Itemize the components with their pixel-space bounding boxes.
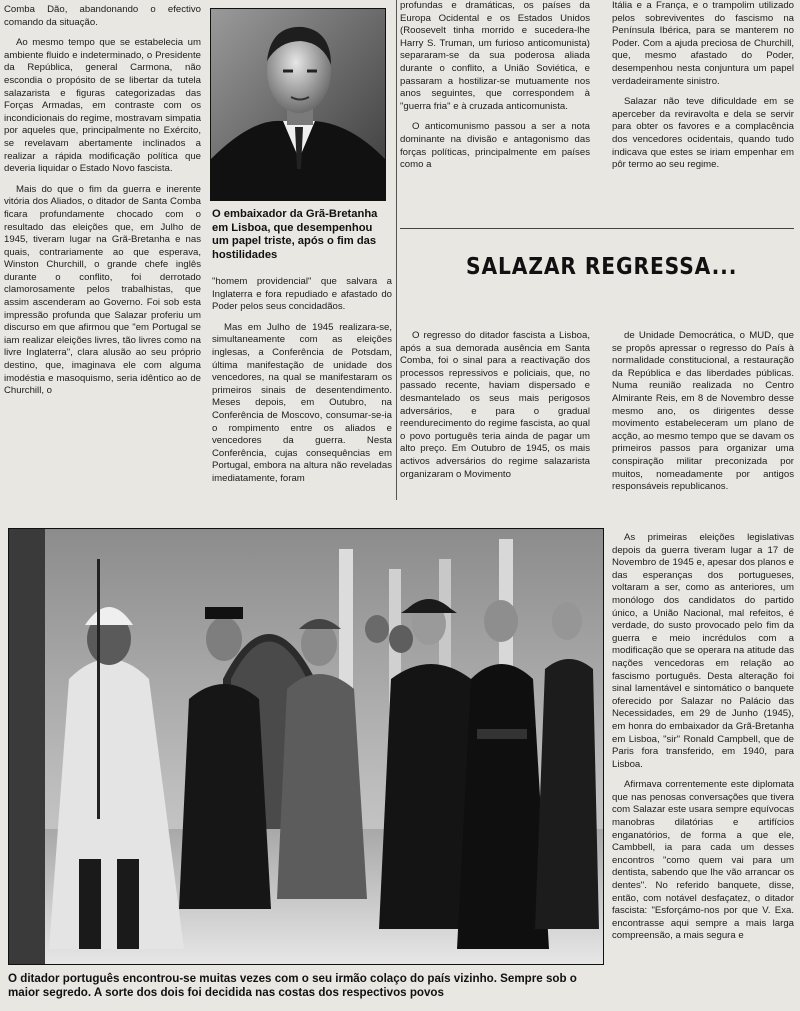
column-3-middle <box>400 330 590 505</box>
column-4-middle <box>612 330 794 520</box>
paragraph: Mas em Julho de 1945 realizara-se, simultaneamente com as eleições inglesas, a Conferência de Potsdam, última manifestação de unidade dos vencedores, na qual se manifestaram os primeiros sinais de desentendimento. Meses depois, em Outubro, na Conferência de Moscovo, consumar-se-ia o rompimento entre os aliados e vencedores da guerra. Nesta Conferência, cujas consequências em Portugal, embora na altura não reveladas imediatamente, foram <box>212 321 392 484</box>
column-4-bottom <box>612 532 794 1011</box>
section-rule <box>400 228 794 229</box>
paragraph: As primeiras eleições legislativas depois da guerra tiveram lugar a 17 de Novembro de 1945 e, apesar dos planos e das esperanças dos portugueses, voltaram a ser, como as anteriores, um monólogo dos candidatos do partido único, a União Nacional, mal refeitos, é verdade, do susto provocado pelo fim da guerra e meio incrédulos com a modificação que se operara na atitude das nações vencedoras em relação ao fascismo português. Desta alteração foi sinal lamentável e sintomático o banquete oferecido por Salazar no Palácio das Necessidades, em 29 de Junho (1945), em honra do embaixador da Grã-Bretanha em Lisboa, "sir" Ronald Campbell, que de Paris fora transferido, em 1940, para Lisboa. <box>612 532 794 770</box>
ambassador-photo <box>210 8 386 201</box>
section-headline: SALAZAR REGRESSA... <box>466 254 738 280</box>
paragraph: O regresso do ditador fascista a Lisboa, após a sua demorada ausência em Santa Comba, foi o sinal para a reactivação dos processos repressivos e policiais, que, no passado recente, haviam dispersado e desmantelado os seus mais perigosos adversários, e para o gradual reendurecimento do regime fascista, ao qual o povo português teria ainda de pagar um alto preço. Em Outubro de 1945, os mais activos adversários do regime salazarista organizaram o Movimento <box>400 330 590 480</box>
paragraph: Afirmava correntemente este diplomata que nas penosas conversações que tivera com Salazar este usara sempre equívocas manobras dilatórias e artifícios enganatórios, de forma a que ele, Cambbell, ia para cada um desses encontros "como quem vai para um dentista, sabendo que lhe vão arrancar os dentes". No referido banquete, disse, então, com notável desfaçatez, o ditador fascista: "Esforçámo-nos por que V. Exa. encontrasse aqui sempre a mais larga compreensão, a mais segura e <box>612 779 794 942</box>
paragraph: Salazar não teve dificuldade em se aperceber da reviravolta e dela se servir para obter os favores e a complacência dos vencedores ocidentais, quando tudo indicava que estes se iriam empenhar em pôr termo ao seu regime. <box>612 96 794 171</box>
paragraph: O anticomunismo passou a ser a nota dominante na divisão e antagonismo das forças políticas, principalmente em países como a <box>400 121 590 171</box>
paragraph: Ao mesmo tempo que se estabelecia um ambiente fluido e indeterminado, o Presidente da República, general Carmona, não escondia o propósito de se libertar da tutela salazarista e figuras categorizadas das Forças Armadas, em contraste com os incondicionais do regime, mostravam simpatia por aqueles que, principalmente no Exército, se revelavam abertamente inclinados a realizar a rápida modificação política que deveria liquidar o Estado Novo fascista. <box>4 37 201 175</box>
column-3-top <box>400 0 590 215</box>
paragraph: Itália e a França, e o trampolim utilizado pelos sobreviventes do fascismo na Península Ibérica, para se manterem no Poder. Com a ajuda preciosa de Churchill, que, mesmo afastado do Poder, desempenhou nesta conjuntura um papel verdadeiramente sinistro. <box>612 0 794 87</box>
ambassador-caption: O embaixador da Grã-Bretanha em Lisboa, que desempenhou um papel triste, após o fim das hostilidades <box>212 208 378 261</box>
main-photo <box>8 528 604 965</box>
paragraph: de Unidade Democrática, o MUD, que se propôs apressar o regresso do País à normalidade constitucional, a restauração da República e das liberdades públicas. Numa reunião realizada no Centro Almirante Reis, em 8 de Novembro desse mesmo ano, os dirigentes desse movimento estabeleceram um plano de acção, ao mesmo tempo que se davam os primeiros passos para organizar uma conspiração militar preconizada por muitos, nomeadamente por antigos responsáveis republicanos. <box>612 330 794 493</box>
column-divider <box>396 0 397 500</box>
paragraph: Mais do que o fim da guerra e inerente vitória dos Aliados, o ditador de Santa Comba ficara profundamente chocado com o resultado das eleições que, em Julho de 1945, tiveram lugar na Grã-Bretanha e nas quais, contrariamente ao que esperava, Winston Churchill, o grande chefe inglês durante o conflito, foi derrotado clamorosamente pelos trabalhistas, que assim ascenderam ao Governo. Foi sob esta impressão profunda que Salazar proferiu um discurso em que afirmou que "em Portugal se iam realizar eleições livres, tão livres como na livre Inglaterra", clara alusão ao seu próprio destino, que, imaginava ele com alguma imodéstia e masoquismo, seria idêntico ao de Churchill, o <box>4 183 201 397</box>
paragraph: profundas e dramáticas, os países da Europa Ocidental e os Estados Unidos (Roosevelt tinha morrido e sucedera-lhe Harry S. Truman, um furioso anticomunista) separaram-se da sua poderosa aliada durante o conflito, a União Soviética, e passaram a hostilizar-se mutuamente nos anos seguintes, que correspondem à "guerra fria" e à cruzada anticomunista. <box>400 0 590 112</box>
main-photo-caption: O ditador português encontrou-se muitas vezes com o seu irmão colaço do país vizinho. Sempre sob o maior segredo. A sorte dos dois foi decidida nas costas dos respectivos povos <box>8 972 577 1000</box>
column-4-top <box>612 0 794 215</box>
column-1 <box>4 4 201 504</box>
paragraph: Comba Dão, abandonando o efectivo comando da situação. <box>4 4 201 28</box>
paragraph: "homem providencial" que salvara a Inglaterra e fora repudiado e afastado do Poder pelos seus concidadãos. <box>212 276 392 313</box>
ambassador-portrait-image <box>211 9 385 200</box>
column-2 <box>212 276 392 506</box>
dictators-meeting-image <box>9 529 603 964</box>
